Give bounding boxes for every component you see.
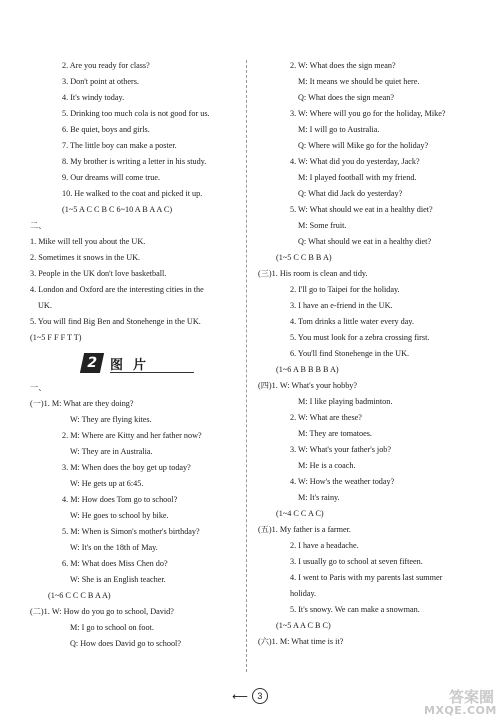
text-line: 4. London and Oxford are the interesting cities in the — [30, 285, 204, 294]
text-line: 2. I have a headache. — [290, 541, 359, 550]
text-line: 3. W: What's your father's job? — [290, 445, 392, 454]
text-line: M: I played football with my friend. — [298, 173, 417, 182]
text-line: M: Some fruit. — [298, 221, 347, 230]
text-line: 8. My brother is writing a letter in his study. — [62, 157, 207, 166]
text-line: W: She is an English teacher. — [70, 575, 166, 584]
text-line: 3. W: Where will you go for the holiday, Mike? — [290, 109, 446, 118]
text-line: W: He goes to school by bike. — [70, 511, 169, 520]
text-line: (一)1. M: What are they doing? — [30, 399, 134, 408]
text-line: 3. I usually go to school at seven fifteen. — [290, 557, 423, 566]
text-line: 5. You will find Big Ben and Stonehenge in the UK. — [30, 317, 201, 326]
text-line: (1~5 F F F T T) — [30, 333, 82, 342]
text-line: 9. Our dreams will come true. — [62, 173, 160, 182]
text-line: 2. W: What are these? — [290, 413, 362, 422]
text-line: (四)1. W: What's your hobby? — [258, 381, 358, 390]
text-line: 7. The little boy can make a poster. — [62, 141, 177, 150]
text-line: M: He is a coach. — [298, 461, 356, 470]
text-line: (1~6 C C C B A A) — [48, 591, 111, 600]
text-line: 3. Don't point at others. — [62, 77, 139, 86]
left-list-part2 — [30, 380, 240, 652]
lesson-heading — [82, 350, 240, 376]
text-line: (六)1. M: What time is it? — [258, 637, 344, 646]
right-column — [258, 58, 490, 650]
text-line: 3. People in the UK don't love basketball. — [30, 269, 167, 278]
text-line: (三)1. His room is clean and tidy. — [258, 269, 368, 278]
text-line: 2. W: What does the sign mean? — [290, 61, 396, 70]
text-line: W: He gets up at 6:45. — [70, 479, 144, 488]
text-line: 3. M: When does the boy get up today? — [62, 463, 191, 472]
right-list — [258, 58, 490, 650]
text-line: Q: How does David go to school? — [70, 639, 181, 648]
watermark-line2: MXQE.COM — [424, 704, 497, 717]
text-line: 6. M: What does Miss Chen do? — [62, 559, 168, 568]
text-line: 5. W: What should we eat in a healthy diet? — [290, 205, 433, 214]
text-line: 4. W: How's the weather today? — [290, 477, 395, 486]
text-line: W: They are in Australia. — [70, 447, 153, 456]
text-line: 一、 — [30, 383, 47, 392]
text-line: 10. He walked to the coat and picked it up. — [62, 189, 203, 198]
text-line: Q: What should we eat in a healthy diet? — [298, 237, 432, 246]
text-line: 6. You'll find Stonehenge in the UK. — [290, 349, 410, 358]
text-line: 4. M: How does Tom go to school? — [62, 495, 178, 504]
text-line: 2. M: Where are Kitty and her father now? — [62, 431, 202, 440]
text-line: 4. Tom drinks a little water every day. — [290, 317, 415, 326]
text-line: W: They are flying kites. — [70, 415, 152, 424]
text-line: Q: What does the sign mean? — [298, 93, 395, 102]
text-line: (五)1. My father is a farmer. — [258, 525, 351, 534]
text-line: M: They are tomatoes. — [298, 429, 372, 438]
text-line: (1~6 A B B B B A) — [276, 365, 339, 374]
arrow-icon: ⟵ — [232, 689, 248, 703]
text-line: M: It's rainy. — [298, 493, 340, 502]
text-line: 6. Be quiet, boys and girls. — [62, 125, 150, 134]
left-column — [30, 58, 240, 652]
text-line: (1~5 A A C B C) — [276, 621, 331, 630]
text-line: (二)1. W: How do you go to school, David? — [30, 607, 174, 616]
text-line: (1~5 C C B B A) — [276, 253, 332, 262]
watermark-line1: 答案圈 — [448, 688, 494, 706]
text-line: Q: What did Jack do yesterday? — [298, 189, 403, 198]
text-line: 2. I'll go to Taipei for the holiday. — [290, 285, 400, 294]
text-line: M: I like playing badminton. — [298, 397, 393, 406]
lesson-title-underline — [110, 372, 194, 373]
text-line: 2. Are you ready for class? — [62, 61, 150, 70]
text-line: 5. M: When is Simon's mother's birthday? — [62, 527, 200, 536]
text-line: 3. I have an e-friend in the UK. — [290, 301, 393, 310]
text-line: holiday. — [290, 589, 317, 598]
text-line: 4. I went to Paris with my parents last summer — [290, 573, 443, 582]
text-line: 4. It's windy today. — [62, 93, 125, 102]
text-line: 5. Drinking too much cola is not good for us. — [62, 109, 210, 118]
column-divider — [246, 60, 247, 672]
text-line: 5. You must look for a zebra crossing first. — [290, 333, 430, 342]
text-line: M: It means we should be quiet here. — [298, 77, 420, 86]
lesson-number: 2 — [80, 353, 104, 373]
page-number: 3 — [252, 688, 268, 704]
text-line: 二、 — [30, 221, 47, 230]
text-line: Q: Where will Mike go for the holiday? — [298, 141, 429, 150]
text-line: UK. — [38, 301, 52, 310]
site-watermark — [424, 688, 497, 724]
text-line: 1. Mike will tell you about the UK. — [30, 237, 146, 246]
text-line: 2. Sometimes it snows in the UK. — [30, 253, 141, 262]
left-list-part1 — [30, 58, 240, 346]
lesson-title-text: 图片 — [110, 358, 157, 373]
text-line: 5. It's snowy. We can make a snowman. — [290, 605, 420, 614]
text-line: W: It's on the 18th of May. — [70, 543, 158, 552]
text-line: (1~5 A C C B C 6~10 A B A A C) — [62, 205, 173, 214]
text-line: M: I will go to Australia. — [298, 125, 380, 134]
text-line: M: I go to school on foot. — [70, 623, 154, 632]
text-line: 4. W: What did you do yesterday, Jack? — [290, 157, 420, 166]
text-line: (1~4 C C A C) — [276, 509, 324, 518]
